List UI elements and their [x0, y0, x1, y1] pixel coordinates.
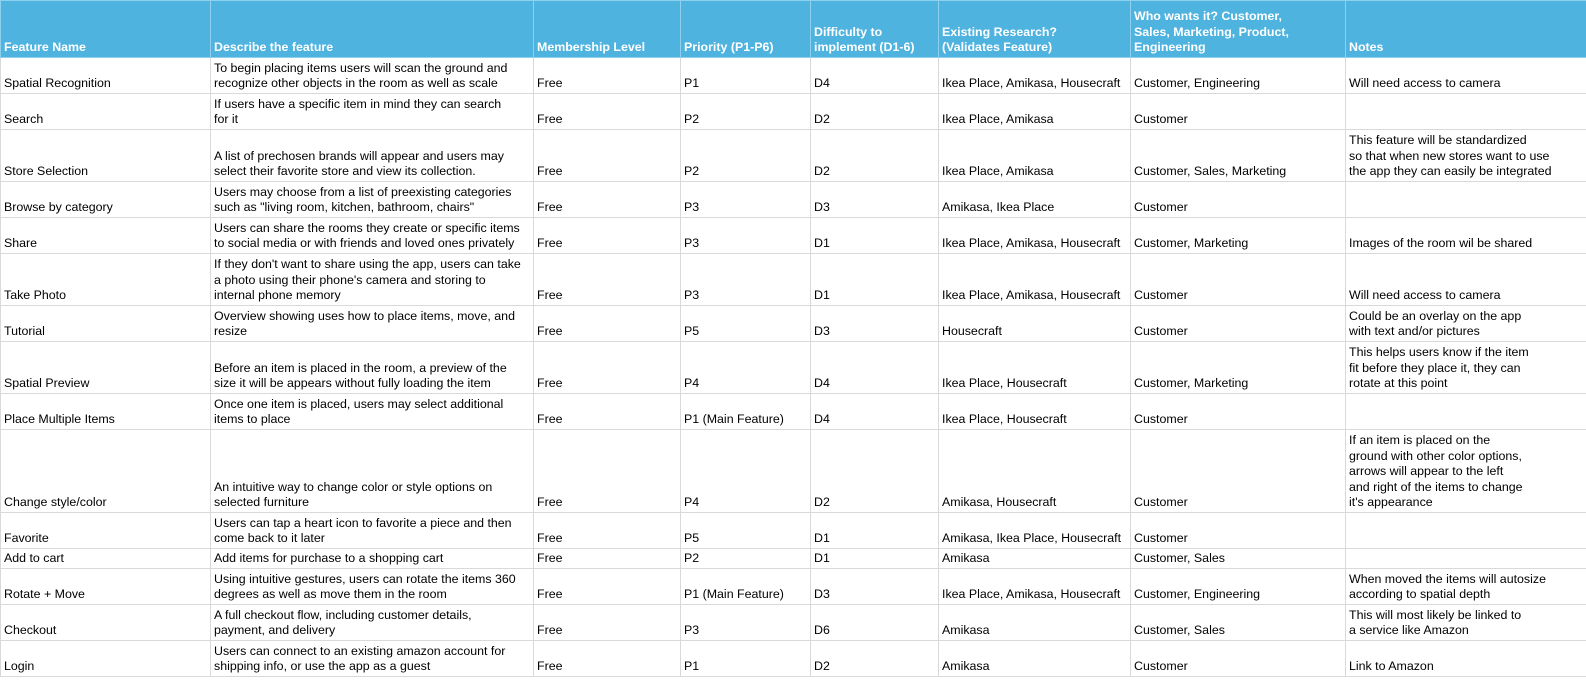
cell-research[interactable]: Amikasa	[939, 549, 1131, 569]
cell-desc[interactable]: Users can share the rooms they create or specific items to social media or with friends and loved ones privately	[211, 218, 534, 254]
cell-desc[interactable]: Add items for purchase to a shopping cart	[211, 549, 534, 569]
cell-notes[interactable]: When moved the items will autosize according to spatial depth	[1346, 569, 1586, 605]
cell-priority[interactable]: P3	[681, 254, 811, 306]
cell-research[interactable]: Ikea Place, Amikasa, Housecraft	[939, 218, 1131, 254]
cell-who[interactable]: Customer, Marketing	[1131, 218, 1346, 254]
cell-research[interactable]: Ikea Place, Amikasa, Housecraft	[939, 58, 1131, 94]
table-row	[1, 58, 1586, 94]
cell-desc[interactable]: If users have a specific item in mind they can search for it	[211, 94, 534, 130]
cell-research[interactable]: Ikea Place, Amikasa	[939, 130, 1131, 182]
cell-priority[interactable]: P5	[681, 513, 811, 549]
cell-membership[interactable]: Free	[534, 641, 681, 677]
cell-priority[interactable]: P1 (Main Feature)	[681, 569, 811, 605]
cell-desc[interactable]: A list of prechosen brands will appear and users may select their favorite store and view its collection.	[211, 130, 534, 182]
cell-membership[interactable]: Free	[534, 342, 681, 394]
cell-difficulty[interactable]: D3	[811, 182, 939, 218]
cell-name[interactable]: Spatial Recognition	[1, 58, 211, 94]
cell-research[interactable]: Ikea Place, Housecraft	[939, 394, 1131, 430]
header-priority[interactable]: Priority (P1-P6)	[681, 1, 811, 58]
cell-difficulty[interactable]: D6	[811, 605, 939, 641]
cell-desc[interactable]: Users may choose from a list of preexisting categories such as "living room, kitchen, bathroom, chairs"	[211, 182, 534, 218]
cell-membership[interactable]: Free	[534, 394, 681, 430]
table-row	[1, 605, 1586, 641]
cell-research[interactable]: Ikea Place, Amikasa	[939, 94, 1131, 130]
cell-who[interactable]: Customer	[1131, 513, 1346, 549]
cell-desc[interactable]: Users can connect to an existing amazon account for shipping info, or use the app as a guest	[211, 641, 534, 677]
cell-notes[interactable]: Will need access to camera	[1346, 58, 1586, 94]
cell-who[interactable]: Customer, Engineering	[1131, 58, 1346, 94]
cell-name[interactable]: Favorite	[1, 513, 211, 549]
cell-notes[interactable]	[1346, 182, 1586, 218]
cell-name[interactable]: Add to cart	[1, 549, 211, 569]
cell-membership[interactable]: Free	[534, 254, 681, 306]
cell-difficulty[interactable]: D2	[811, 430, 939, 513]
cell-notes[interactable]: If an item is placed on the ground with other color options, arrows will appear to the left and right of the items to change it's appearance	[1346, 430, 1586, 513]
cell-name[interactable]: Share	[1, 218, 211, 254]
cell-difficulty[interactable]: D2	[811, 130, 939, 182]
cell-notes[interactable]: Could be an overlay on the app with text and/or pictures	[1346, 306, 1586, 342]
cell-membership[interactable]: Free	[534, 549, 681, 569]
header-research[interactable]: Existing Research? (Validates Feature)	[939, 1, 1131, 58]
cell-research[interactable]: Ikea Place, Amikasa, Housecraft	[939, 569, 1131, 605]
table-row	[1, 430, 1586, 513]
cell-research[interactable]: Amikasa	[939, 641, 1131, 677]
cell-membership[interactable]: Free	[534, 513, 681, 549]
header-describe[interactable]: Describe the feature	[211, 1, 534, 58]
cell-membership[interactable]: Free	[534, 605, 681, 641]
cell-notes[interactable]: This will most likely be linked to a service like Amazon	[1346, 605, 1586, 641]
table-row	[1, 513, 1586, 549]
cell-desc[interactable]: A full checkout flow, including customer details, payment, and delivery	[211, 605, 534, 641]
table-row	[1, 130, 1586, 182]
cell-research[interactable]: Ikea Place, Housecraft	[939, 342, 1131, 394]
cell-who[interactable]: Customer, Sales	[1131, 605, 1346, 641]
cell-difficulty[interactable]: D1	[811, 218, 939, 254]
cell-difficulty[interactable]: D3	[811, 569, 939, 605]
cell-notes[interactable]	[1346, 394, 1586, 430]
cell-name[interactable]: Take Photo	[1, 254, 211, 306]
cell-priority[interactable]: P2	[681, 549, 811, 569]
cell-who[interactable]: Customer	[1131, 94, 1346, 130]
cell-membership[interactable]: Free	[534, 569, 681, 605]
cell-who[interactable]: Customer, Sales, Marketing	[1131, 130, 1346, 182]
cell-who[interactable]: Customer	[1131, 394, 1346, 430]
cell-membership[interactable]: Free	[534, 94, 681, 130]
cell-priority[interactable]: P3	[681, 218, 811, 254]
header-feature-name[interactable]: Feature Name	[1, 1, 211, 58]
table-row	[1, 569, 1586, 605]
cell-name[interactable]: Spatial Preview	[1, 342, 211, 394]
cell-name[interactable]: Browse by category	[1, 182, 211, 218]
cell-difficulty[interactable]: D2	[811, 94, 939, 130]
cell-notes[interactable]: Will need access to camera	[1346, 254, 1586, 306]
cell-membership[interactable]: Free	[534, 58, 681, 94]
cell-notes[interactable]: Images of the room wil be shared	[1346, 218, 1586, 254]
cell-name[interactable]: Rotate + Move	[1, 569, 211, 605]
cell-who[interactable]: Customer, Sales	[1131, 549, 1346, 569]
cell-research[interactable]: Ikea Place, Amikasa, Housecraft	[939, 254, 1131, 306]
cell-research[interactable]: Amikasa, Ikea Place, Housecraft	[939, 513, 1131, 549]
cell-who[interactable]: Customer	[1131, 430, 1346, 513]
cell-who[interactable]: Customer	[1131, 182, 1346, 218]
cell-priority[interactable]: P4	[681, 342, 811, 394]
header-notes[interactable]: Notes	[1346, 1, 1586, 58]
cell-membership[interactable]: Free	[534, 430, 681, 513]
cell-research[interactable]: Amikasa	[939, 605, 1131, 641]
cell-desc[interactable]: If they don't want to share using the app, users can take a photo using their phone's camera and storing to internal phone memory	[211, 254, 534, 306]
cell-desc[interactable]: To begin placing items users will scan the ground and recognize other objects in the room as well as scale	[211, 58, 534, 94]
cell-research[interactable]: Amikasa, Housecraft	[939, 430, 1131, 513]
cell-priority[interactable]: P1	[681, 58, 811, 94]
table-row	[1, 254, 1586, 306]
cell-priority[interactable]: P3	[681, 182, 811, 218]
table-row	[1, 342, 1586, 394]
cell-difficulty[interactable]: D1	[811, 254, 939, 306]
header-who[interactable]: Who wants it? Customer, Sales, Marketing, Product, Engineering	[1131, 1, 1346, 58]
cell-who[interactable]: Customer	[1131, 641, 1346, 677]
cell-difficulty[interactable]: D4	[811, 58, 939, 94]
cell-membership[interactable]: Free	[534, 306, 681, 342]
cell-notes[interactable]: This helps users know if the item fit before they place it, they can rotate at this point	[1346, 342, 1586, 394]
header-membership[interactable]: Membership Level	[534, 1, 681, 58]
table-row	[1, 394, 1586, 430]
cell-desc[interactable]: Overview showing uses how to place items, move, and resize	[211, 306, 534, 342]
cell-priority[interactable]: P5	[681, 306, 811, 342]
cell-desc[interactable]: Users can tap a heart icon to favorite a piece and then come back to it later	[211, 513, 534, 549]
cell-name[interactable]: Place Multiple Items	[1, 394, 211, 430]
cell-difficulty[interactable]: D1	[811, 513, 939, 549]
cell-difficulty[interactable]: D3	[811, 306, 939, 342]
table-row	[1, 94, 1586, 130]
table-row	[1, 218, 1586, 254]
cell-priority[interactable]: P1	[681, 641, 811, 677]
cell-difficulty[interactable]: D4	[811, 394, 939, 430]
header-difficulty[interactable]: Difficulty to implement (D1-6)	[811, 1, 939, 58]
cell-notes[interactable]	[1346, 549, 1586, 569]
cell-research[interactable]: Housecraft	[939, 306, 1131, 342]
cell-notes[interactable]: Link to Amazon	[1346, 641, 1586, 677]
table-row	[1, 641, 1586, 677]
cell-difficulty[interactable]: D4	[811, 342, 939, 394]
cell-notes[interactable]: This feature will be standardized so that when new stores want to use the app they can easily be integrated	[1346, 130, 1586, 182]
cell-priority[interactable]: P3	[681, 605, 811, 641]
cell-research[interactable]: Amikasa, Ikea Place	[939, 182, 1131, 218]
table-row	[1, 549, 1586, 569]
cell-difficulty[interactable]: D1	[811, 549, 939, 569]
cell-membership[interactable]: Free	[534, 130, 681, 182]
cell-membership[interactable]: Free	[534, 218, 681, 254]
cell-who[interactable]: Customer	[1131, 254, 1346, 306]
cell-name[interactable]: Checkout	[1, 605, 211, 641]
cell-notes[interactable]	[1346, 94, 1586, 130]
cell-priority[interactable]: P1 (Main Feature)	[681, 394, 811, 430]
table-row	[1, 306, 1586, 342]
cell-name[interactable]: Store Selection	[1, 130, 211, 182]
cell-priority[interactable]: P2	[681, 130, 811, 182]
cell-name[interactable]: Change style/color	[1, 430, 211, 513]
header-row	[1, 1, 1586, 58]
cell-desc[interactable]: Using intuitive gestures, users can rotate the items 360 degrees as well as move them in the room	[211, 569, 534, 605]
cell-name[interactable]: Login	[1, 641, 211, 677]
cell-who[interactable]: Customer, Engineering	[1131, 569, 1346, 605]
cell-notes[interactable]	[1346, 513, 1586, 549]
cell-who[interactable]: Customer, Marketing	[1131, 342, 1346, 394]
cell-desc[interactable]: An intuitive way to change color or style options on selected furniture	[211, 430, 534, 513]
cell-difficulty[interactable]: D2	[811, 641, 939, 677]
cell-name[interactable]: Search	[1, 94, 211, 130]
cell-name[interactable]: Tutorial	[1, 306, 211, 342]
cell-desc[interactable]: Once one item is placed, users may select additional items to place	[211, 394, 534, 430]
table-row	[1, 182, 1586, 218]
cell-who[interactable]: Customer	[1131, 306, 1346, 342]
cell-membership[interactable]: Free	[534, 182, 681, 218]
cell-priority[interactable]: P4	[681, 430, 811, 513]
cell-priority[interactable]: P2	[681, 94, 811, 130]
cell-desc[interactable]: Before an item is placed in the room, a preview of the size it will be appears without fully loading the item	[211, 342, 534, 394]
